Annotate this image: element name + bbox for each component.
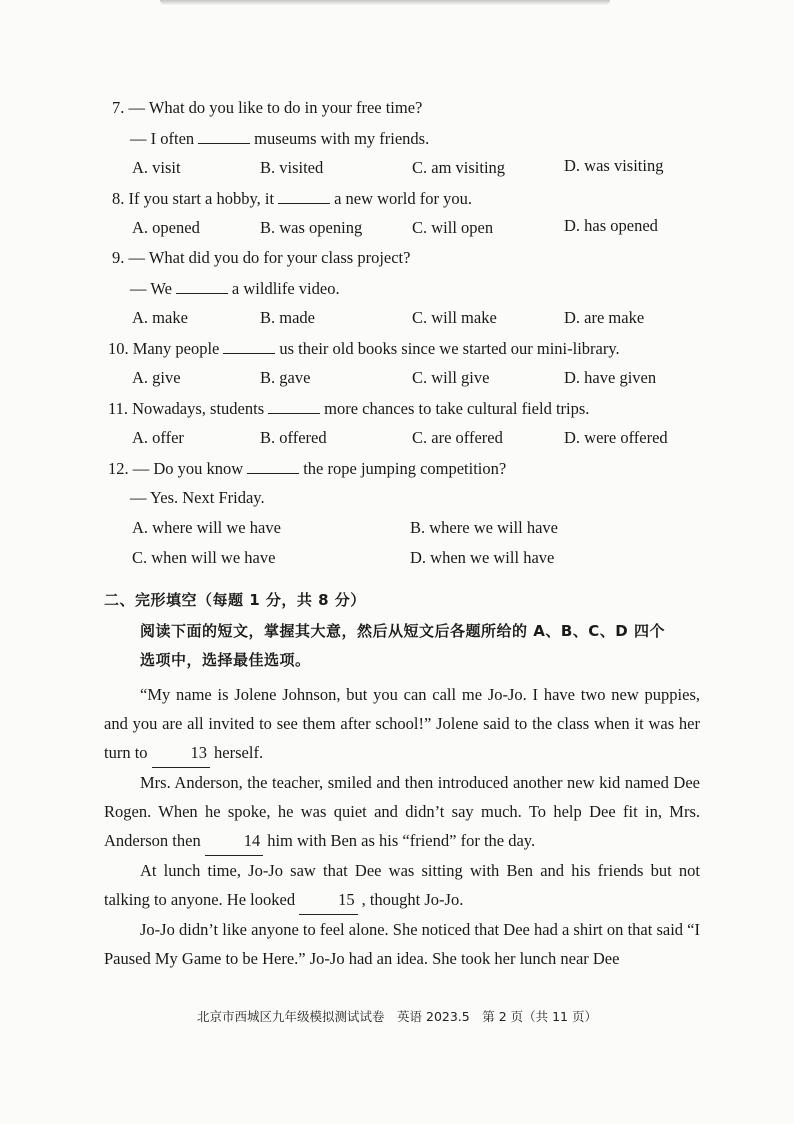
answer-blank [198, 128, 250, 144]
question-7-stem: 7. — What do you like to do in your free time? [112, 98, 423, 117]
option-d: D. were offered [564, 428, 668, 447]
option-d: D. have given [564, 368, 657, 387]
option-d: D. has opened [564, 216, 658, 235]
option-c: C. are offered [412, 428, 503, 447]
option-b: B. was opening [260, 218, 363, 237]
option-b: B. made [260, 308, 315, 327]
passage-paragraph-3: At lunch time, Jo-Jo saw that Dee was sitting with Ben and his friends but not talking to anyone. He looked 15 , thought Jo-Jo. [104, 856, 700, 915]
answer-blank [176, 278, 228, 294]
option-b: B. gave [260, 368, 311, 387]
answer-blank [247, 458, 299, 474]
option-d: D. are make [564, 308, 645, 327]
option-c: C. will open [412, 218, 494, 237]
option-c: C. am visiting [412, 158, 506, 177]
passage-paragraph-1: “My name is Jolene Johnson, but you can call me Jo-Jo. I have two new puppies, and you are all invited to see them after school!” Jolene said to the class when it was her turn to 13 herself. [104, 680, 700, 768]
option-a: A. make [132, 308, 188, 327]
question-10-stem: 10. Many people us their old books since we started our mini-library. [108, 339, 620, 358]
question-7-answer-line: — I often museums with my friends. [130, 129, 430, 148]
answer-blank [278, 188, 330, 204]
question-12-reply: — Yes. Next Friday. [130, 488, 265, 507]
question-8-stem: 8. If you start a hobby, it a new world for you. [112, 189, 472, 208]
blank-13: 13 [152, 738, 211, 768]
option-b: B. visited [260, 158, 324, 177]
passage-paragraph-4: Jo-Jo didn’t like anyone to feel alone. She noticed that Dee had a shirt on that said “I Paused My Game to be Here.” Jo-Jo had an idea. She took her lunch near Dee [104, 920, 700, 968]
option-c: C. will make [412, 308, 497, 327]
blank-15: 15 [299, 885, 358, 915]
option-d: D. was visiting [564, 156, 664, 175]
cloze-passage [104, 680, 700, 973]
option-c: C. will give [412, 368, 490, 387]
option-a: A. opened [132, 218, 200, 237]
option-a: A. give [132, 368, 181, 387]
section-2-instruction-line-1: 阅读下面的短文，掌握其大意，然后从短文后各题所给的 A、B、C、D 四个 [140, 622, 665, 640]
blank-14: 14 [205, 826, 264, 856]
section-2-title: 二、完形填空（每题 1 分，共 8 分） [104, 591, 366, 609]
option-b: B. where we will have [410, 518, 558, 537]
option-c: C. when will we have [132, 548, 276, 567]
option-a: A. where will we have [132, 518, 281, 537]
page-footer: 北京市西城区九年级模拟测试试卷 英语 2023.5 第 2 页（共 11 页） [197, 1009, 597, 1024]
passage-paragraph-2: Mrs. Anderson, the teacher, smiled and then introduced another new kid named Dee Rogen. When he spoke, he was quiet and didn’t say much. To help Dee fit in, Mrs. Anderson then 14 him with Ben as his “friend” for the day. [104, 768, 700, 856]
answer-blank [268, 398, 320, 414]
option-a: A. visit [132, 158, 181, 177]
answer-blank [223, 338, 275, 354]
option-b: B. offered [260, 428, 327, 447]
section-2-instruction-line-2: 选项中，选择最佳选项。 [140, 651, 311, 669]
question-12-stem: 12. — Do you know the rope jumping competition? [108, 459, 507, 478]
question-11-stem: 11. Nowadays, students more chances to take cultural field trips. [108, 399, 590, 418]
question-9-answer-line: — We a wildlife video. [130, 279, 340, 298]
option-a: A. offer [132, 428, 184, 447]
option-d: D. when we will have [410, 548, 555, 567]
scan-shadow [160, 0, 610, 5]
question-9-stem: 9. — What did you do for your class project? [112, 248, 411, 267]
